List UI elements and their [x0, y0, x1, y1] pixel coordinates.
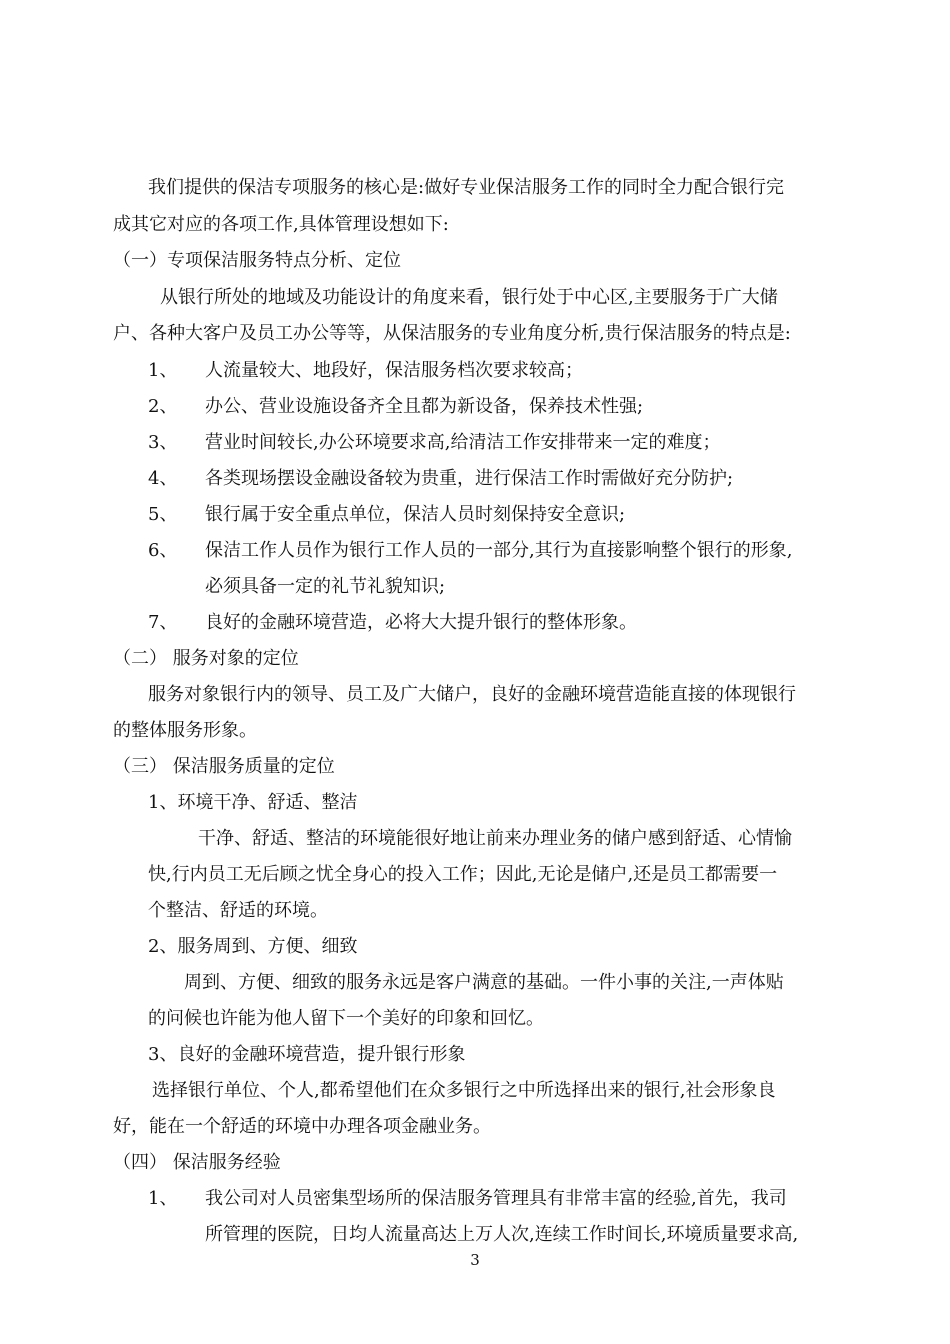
list-item-number: 4、 — [148, 468, 178, 489]
section1-heading: （一）专项保洁服务特点分析、定位 — [113, 250, 401, 271]
section3-heading: （三） 保洁服务质量的定位 — [113, 756, 335, 777]
section2-para-line-1: 服务对象银行内的领导、员工及广大储户，良好的金融环境营造能直接的体现银行 — [148, 684, 796, 705]
list-item-text: 办公、营业设施设备齐全且都为新设备，保养技术性强; — [205, 396, 644, 417]
section3-sub1-para-line-1: 干净、舒适、整洁的环境能很好地让前来办理业务的储户感到舒适、心情愉 — [198, 828, 792, 849]
list-item-number: 7、 — [148, 612, 178, 633]
section3-sub1-para-line-3: 个整洁、舒适的环境。 — [148, 900, 328, 921]
list-item-text: 各类现场摆设金融设备较为贵重，进行保洁工作时需做好充分防护; — [205, 468, 734, 489]
list-item-text: 良好的金融环境营造，必将大大提升银行的整体形象。 — [205, 612, 637, 633]
section2-para-line-2: 的整体服务形象。 — [113, 720, 257, 741]
section3-sub2-para-line-1: 周到、方便、细致的服务永远是客户满意的基础。一件小事的关注,一声体贴 — [184, 972, 784, 993]
section1-para-line-2: 户、各种大客户及员工办公等等，从保洁服务的专业角度分析,贵行保洁服务的特点是: — [113, 323, 791, 344]
list-item-text: 营业时间较长,办公环境要求高,给清洁工作安排带来一定的难度； — [205, 432, 721, 453]
list-item-number: 3、 — [148, 432, 178, 453]
list-item-text: 保洁工作人员作为银行工作人员的一部分,其行为直接影响整个银行的形象, — [205, 540, 793, 561]
list-item-number: 5、 — [148, 504, 178, 525]
intro-line-1: 我们提供的保洁专项服务的核心是:做好专业保洁服务工作的同时全力配合银行完 — [148, 177, 785, 198]
section3-sub2-para-line-2: 的问候也许能为他人留下一个美好的印象和回忆。 — [148, 1008, 544, 1029]
page-number: 3 — [470, 1251, 480, 1269]
list-item-number: 2、 — [148, 396, 178, 417]
list-item-number: 1、 — [148, 1188, 178, 1209]
section3-sub2-title: 2、服务周到、方便、细致 — [148, 936, 358, 957]
list-item-text: 银行属于安全重点单位，保洁人员时刻保持安全意识; — [205, 504, 626, 525]
list-item-number: 6、 — [148, 540, 178, 561]
list-item-number: 1、 — [148, 360, 178, 381]
section1-para-line-1: 从银行所处的地域及功能设计的角度来看，银行处于中心区,主要服务于广大储 — [160, 287, 778, 308]
section3-sub1-title: 1、环境干净、舒适、整洁 — [148, 792, 358, 813]
section3-sub3-title: 3、良好的金融环境营造，提升银行形象 — [148, 1044, 466, 1065]
list-item-text-continued: 所管理的医院，日均人流量高达上万人次,连续工作时间长,环境质量要求高, — [205, 1224, 799, 1245]
list-item-text-continued: 必须具备一定的礼节礼貌知识; — [205, 576, 446, 597]
section3-sub3-para-line-2: 好，能在一个舒适的环境中办理各项金融业务。 — [113, 1116, 491, 1137]
section2-heading: （二） 服务对象的定位 — [113, 648, 299, 669]
intro-line-2: 成其它对应的各项工作,具体管理设想如下: — [113, 214, 449, 235]
section3-sub1-para-line-2: 快,行内员工无后顾之忧全身心的投入工作；因此,无论是储户,还是员工都需要一 — [148, 864, 778, 885]
section3-sub3-para-line-1: 选择银行单位、个人,都希望他们在众多银行之中所选择出来的银行,社会形象良 — [152, 1080, 776, 1101]
list-item-text: 人流量较大、地段好，保洁服务档次要求较高； — [205, 360, 583, 381]
list-item-text: 我公司对人员密集型场所的保洁服务管理具有非常丰富的经验,首先，我司 — [205, 1188, 787, 1209]
section4-heading: （四） 保洁服务经验 — [113, 1152, 281, 1173]
